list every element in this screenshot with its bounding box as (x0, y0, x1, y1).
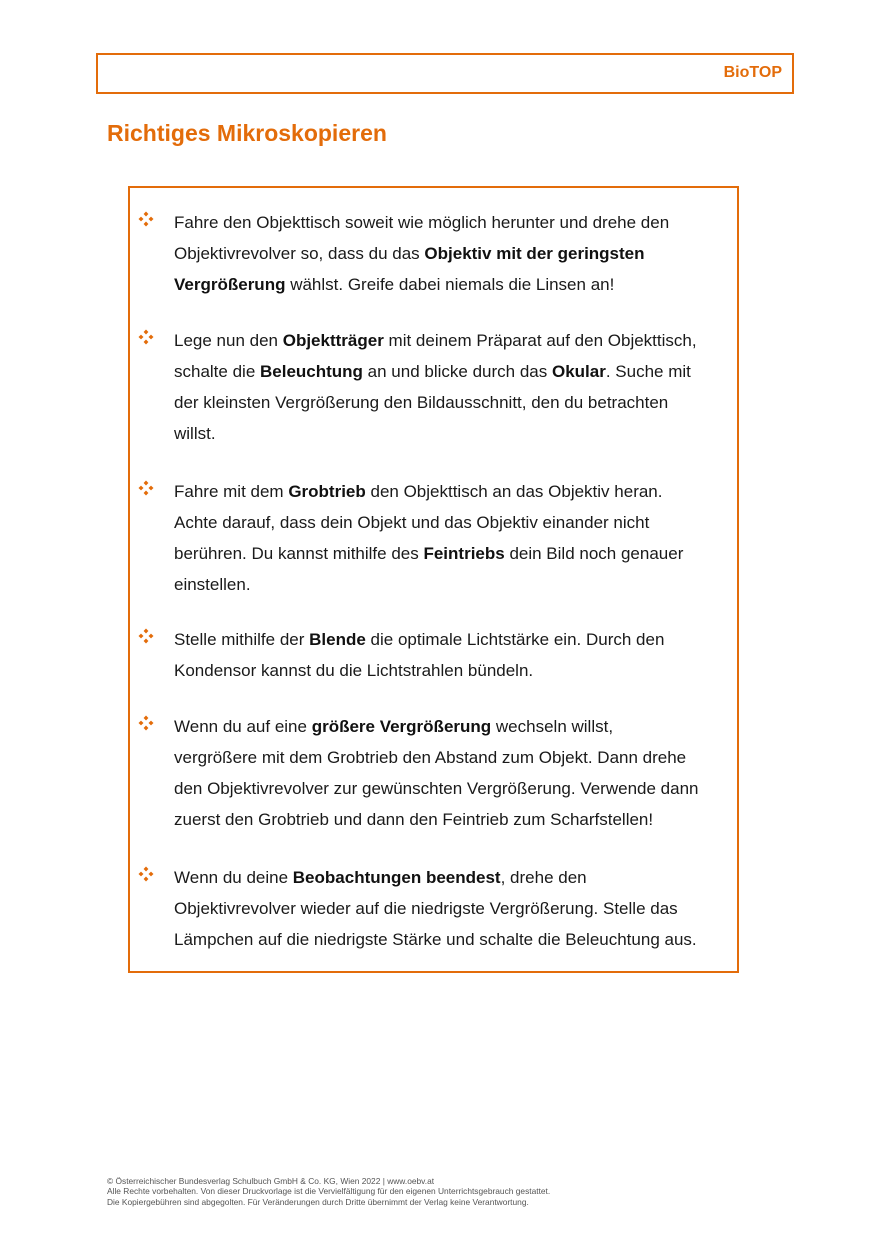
diamond-four-dot-icon (138, 715, 154, 731)
text-run: berühren. Du kannst mithilfe des (174, 544, 424, 563)
bold-term: größere Vergrößerung (311, 717, 492, 736)
text-run: . Suche mit (605, 362, 691, 381)
text-run: die optimale Lichtstärke ein. Durch den (365, 630, 665, 649)
bold-term: Feintriebs (423, 544, 505, 563)
text-run: Lege nun den (174, 331, 283, 350)
diamond-four-dot-icon (138, 211, 154, 227)
bold-term: Grobtrieb (288, 482, 366, 501)
instruction-text (174, 325, 744, 449)
text-run: willst. (174, 424, 216, 443)
instruction-text (174, 624, 744, 686)
text-run: Kondensor kannst du die Lichtstrahlen bündeln. (174, 661, 534, 680)
text-run: den Objektivrevolver zur gewünschten Vergrößerung. Verwende dann (174, 779, 699, 798)
diamond-four-dot-icon (138, 628, 154, 644)
text-run: Wenn du deine (174, 868, 293, 887)
text-run: Lämpchen auf die niedrigste Stärke und schalte die Beleuchtung aus. (174, 930, 697, 949)
bold-term: Okular (551, 362, 606, 381)
text-run: Objektivrevolver wieder auf die niedrigste Vergrößerung. Stelle das (174, 899, 678, 918)
text-run: Wenn du auf eine (174, 717, 312, 736)
instruction-text (174, 207, 744, 300)
text-run: der kleinsten Vergrößerung den Bildausschnitt, den du betrachten (174, 393, 669, 412)
text-run: einstellen. (174, 575, 251, 594)
diamond-four-dot-icon (138, 329, 154, 345)
text-run: den Objekttisch an das Objektiv heran. (365, 482, 663, 501)
bold-term: Objektiv mit der geringsten (424, 244, 645, 263)
bold-term: Vergrößerung (174, 275, 286, 294)
text-run: an und blicke durch das (362, 362, 552, 381)
text-run: vergrößere mit dem Grobtrieb den Abstand zum Objekt. Dann drehe (174, 748, 687, 767)
bold-term: Beleuchtung (260, 362, 363, 381)
instruction-text (174, 476, 744, 600)
text-run: Stelle mithilfe der (174, 630, 310, 649)
text-run: mit deinem Präparat auf den Objekttisch, (383, 331, 697, 350)
diamond-four-dot-icon (138, 480, 154, 496)
text-run: wählst. Greife dabei niemals die Linsen an! (285, 275, 615, 294)
brand-label: BioTOP (723, 64, 782, 81)
text-run: Achte darauf, dass dein Objekt und das Objektiv einander nicht (174, 513, 650, 532)
bold-term: Objektträger (282, 331, 384, 350)
footer-line: Die Kopiergebühren sind abgegolten. Für Veränderungen durch Dritte übernimmt der Verlag keine Verantwortung. (107, 1196, 529, 1207)
instruction-text (174, 711, 744, 835)
text-run: schalte die (174, 362, 260, 381)
footer-line: Alle Rechte vorbehalten. Von dieser Druckvorlage ist die Vervielfältigung für den eigenen Unterrichtsgebrauch gestattet. (107, 1186, 551, 1197)
diamond-four-dot-icon (138, 866, 154, 882)
text-run: , drehe den (500, 868, 587, 887)
text-run: Fahre mit dem (174, 482, 289, 501)
instruction-text (174, 862, 744, 955)
page-title: Richtiges Mikroskopieren (107, 120, 387, 146)
text-run: dein Bild noch genauer (504, 544, 684, 563)
text-run: Fahre den Objekttisch soweit wie möglich herunter und drehe den (174, 213, 670, 232)
instructions-box (128, 186, 739, 973)
copyright-footer (107, 1176, 807, 1207)
text-run: wechseln willst, (491, 717, 614, 736)
footer-line: © Österreichischer Bundesverlag Schulbuch GmbH & Co. KG, Wien 2022 | www.oebv.at (107, 1176, 435, 1186)
bold-term: Beobachtungen beendest (292, 868, 501, 887)
header-box (96, 53, 794, 94)
text-run: zuerst den Grobtrieb und dann den Feintrieb zum Scharfstellen! (174, 810, 654, 829)
text-run: Objektivrevolver so, dass du das (174, 244, 425, 263)
bold-term: Blende (309, 630, 366, 649)
